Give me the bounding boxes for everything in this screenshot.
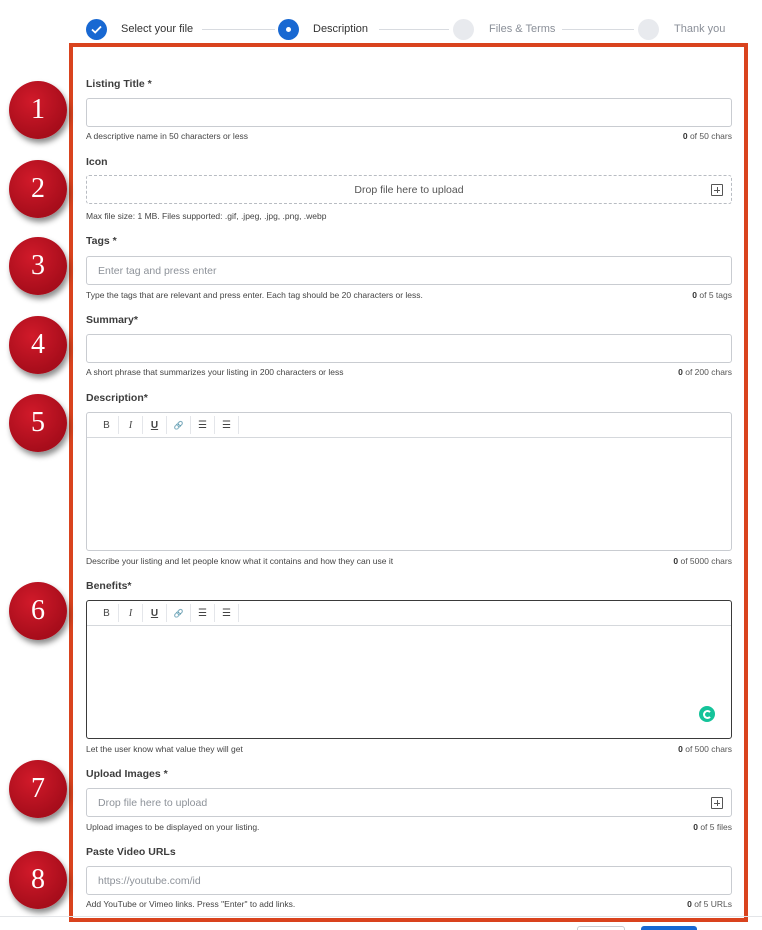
bold-button[interactable]: B bbox=[95, 604, 119, 622]
listing-title-hint: A descriptive name in 50 characters or less bbox=[86, 131, 249, 141]
description-counter bbox=[673, 556, 732, 566]
video-urls-placeholder: https://youtube.com/id bbox=[98, 875, 201, 887]
video-urls-input[interactable] bbox=[86, 866, 732, 895]
step-divider bbox=[379, 29, 449, 30]
benefits-editor[interactable] bbox=[86, 600, 732, 739]
step-1-check-icon bbox=[86, 19, 107, 40]
link-icon[interactable]: 🔗 bbox=[167, 604, 191, 622]
annotation-badge-1: 1 bbox=[9, 81, 67, 139]
annotation-badge-4: 4 bbox=[9, 316, 67, 374]
ordered-list-icon[interactable]: ☰ bbox=[191, 416, 215, 434]
add-file-icon[interactable] bbox=[711, 184, 723, 196]
bold-button[interactable]: B bbox=[95, 416, 119, 434]
tags-label: Tags * bbox=[86, 235, 117, 247]
counter-suffix: of 5000 chars bbox=[678, 556, 732, 566]
step-divider bbox=[562, 29, 634, 30]
description-editor[interactable] bbox=[86, 412, 732, 551]
counter-suffix: of 5 tags bbox=[697, 290, 732, 300]
underline-button[interactable]: U bbox=[143, 604, 167, 622]
counter-value: 0 bbox=[692, 290, 698, 300]
step-1-label: Select your file bbox=[121, 23, 194, 35]
listing-title-counter bbox=[683, 131, 732, 141]
annotation-badge-8: 8 bbox=[9, 851, 67, 909]
benefits-hint: Let the user know what value they will get bbox=[86, 744, 243, 754]
tags-placeholder: Enter tag and press enter bbox=[98, 265, 217, 277]
video-urls-label: Paste Video URLs bbox=[86, 846, 176, 858]
counter-value: 0 bbox=[687, 899, 692, 909]
summary-input[interactable] bbox=[86, 334, 732, 363]
summary-label: Summary* bbox=[86, 314, 138, 326]
tags-input[interactable] bbox=[86, 256, 732, 285]
link-icon[interactable]: 🔗 bbox=[167, 416, 191, 434]
ordered-list-icon[interactable]: ☰ bbox=[191, 604, 215, 622]
add-image-icon[interactable] bbox=[711, 797, 723, 809]
listing-title-label: Listing Title * bbox=[86, 78, 152, 90]
progress-stepper bbox=[86, 17, 736, 43]
counter-value: 0 bbox=[682, 131, 688, 141]
step-3-pending-icon bbox=[453, 19, 474, 40]
icon-hint: Max file size: 1 MB. Files supported: .gif, .jpeg, .jpg, .png, .webp bbox=[86, 211, 327, 221]
bullet-list-icon[interactable]: ☰ bbox=[215, 604, 239, 622]
annotation-badge-2: 2 bbox=[9, 160, 67, 218]
italic-button[interactable]: I bbox=[119, 604, 143, 622]
annotation-badge-3: 3 bbox=[9, 237, 67, 295]
counter-suffix: of 5 URLs bbox=[691, 899, 732, 909]
annotation-badge-6: 6 bbox=[9, 582, 67, 640]
counter-suffix: of 50 chars bbox=[687, 131, 732, 141]
icon-dropzone-text: Drop file here to upload bbox=[354, 184, 464, 196]
counter-value: 0 bbox=[678, 367, 683, 377]
description-label: Description* bbox=[86, 392, 148, 404]
summary-hint: A short phrase that summarizes your listing in 200 characters or less bbox=[86, 367, 344, 377]
upload-images-counter bbox=[693, 822, 732, 832]
step-divider bbox=[202, 29, 275, 30]
annotation-badge-7: 7 bbox=[9, 760, 67, 818]
counter-value: 0 bbox=[678, 744, 683, 754]
counter-suffix: of 5 files bbox=[697, 822, 732, 832]
next-button[interactable] bbox=[641, 926, 697, 930]
grammarly-icon[interactable] bbox=[699, 706, 715, 722]
counter-value: 0 bbox=[673, 556, 679, 566]
step-4-label: Thank you bbox=[674, 23, 726, 35]
italic-button[interactable]: I bbox=[119, 416, 143, 434]
benefits-label: Benefits* bbox=[86, 580, 132, 592]
upload-images-dropzone[interactable] bbox=[86, 788, 732, 817]
icon-label: Icon bbox=[86, 156, 108, 168]
counter-value: 0 bbox=[693, 822, 698, 832]
video-urls-counter bbox=[687, 899, 732, 909]
annotation-badge-5: 5 bbox=[9, 394, 67, 452]
listing-title-input[interactable] bbox=[86, 98, 732, 127]
upload-images-placeholder: Drop file here to upload bbox=[98, 797, 208, 809]
video-urls-hint: Add YouTube or Vimeo links. Press "Enter" to add links. bbox=[86, 899, 296, 909]
description-hint: Describe your listing and let people know what it contains and how they can use it bbox=[86, 556, 394, 566]
step-2-label: Description bbox=[313, 23, 369, 35]
tags-counter bbox=[692, 290, 732, 300]
step-3-label: Files & Terms bbox=[489, 23, 556, 35]
description-toolbar bbox=[87, 413, 731, 438]
icon-dropzone[interactable] bbox=[86, 175, 732, 204]
tags-hint: Type the tags that are relevant and press enter. Each tag should be 20 characters or less. bbox=[86, 290, 423, 300]
footer-divider bbox=[0, 916, 762, 917]
counter-suffix: of 200 chars bbox=[682, 367, 732, 377]
counter-suffix: of 500 chars bbox=[682, 744, 732, 754]
summary-counter bbox=[678, 367, 732, 377]
bullet-list-icon[interactable]: ☰ bbox=[215, 416, 239, 434]
benefits-toolbar bbox=[87, 601, 731, 626]
upload-images-label: Upload Images * bbox=[86, 768, 168, 780]
upload-images-hint: Upload images to be displayed on your listing. bbox=[86, 822, 260, 832]
step-4-pending-icon bbox=[638, 19, 659, 40]
step-2-active-icon bbox=[278, 19, 299, 40]
benefits-counter bbox=[678, 744, 732, 754]
back-button[interactable] bbox=[577, 926, 625, 930]
underline-button[interactable]: U bbox=[143, 416, 167, 434]
